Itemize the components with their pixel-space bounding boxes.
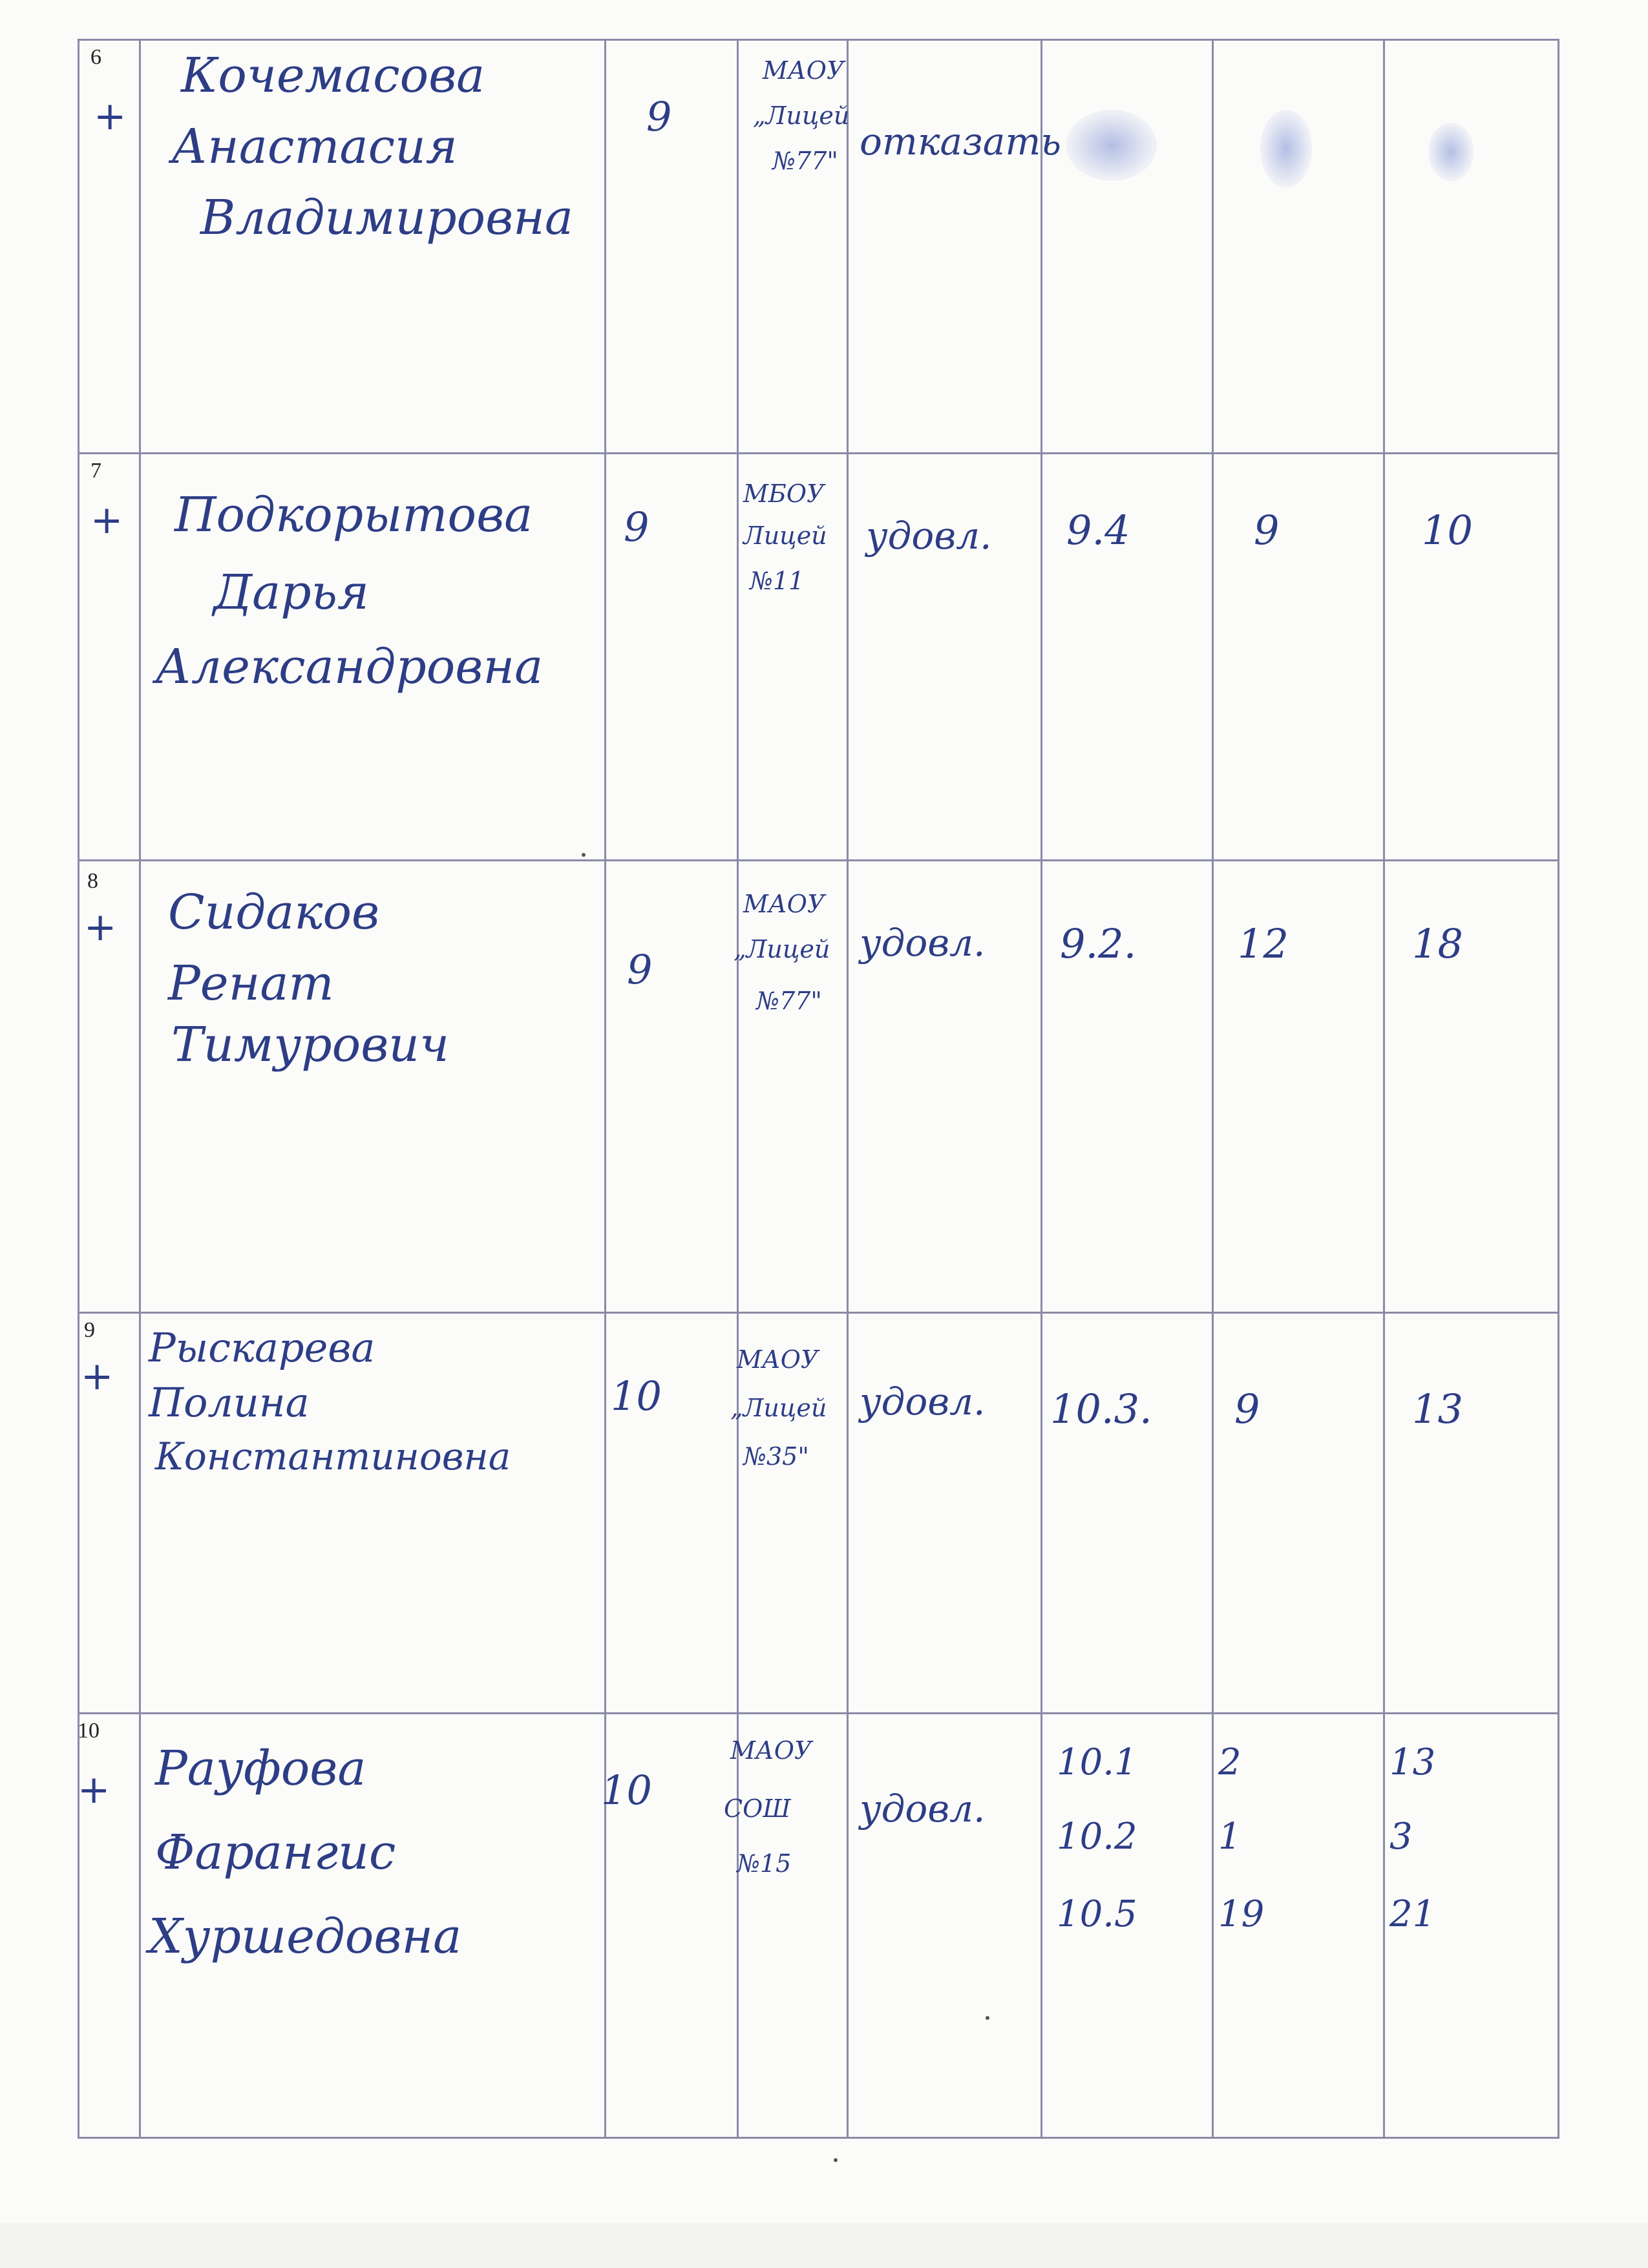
student-first-name: Полина	[149, 1379, 310, 1426]
page-bottom-edge	[0, 2223, 1648, 2268]
row-number: 10	[78, 1719, 100, 1743]
check-mark: +	[90, 498, 123, 543]
row-number: 6	[90, 45, 101, 69]
check-mark: +	[78, 1767, 111, 1812]
score-3: 10	[1422, 507, 1473, 554]
student-first-name: Фарангис	[155, 1825, 396, 1880]
decision: удовл.	[860, 921, 986, 965]
decision: удовл.	[860, 1380, 986, 1423]
row-number: 9	[84, 1318, 95, 1342]
school-line-2: СОШ	[724, 1794, 791, 1823]
student-last-name: Сидаков	[168, 885, 380, 940]
grade: 9	[627, 946, 653, 993]
smudged-score	[1066, 110, 1157, 181]
school-line-2: „Лицей	[730, 1394, 827, 1422]
score-2: 9	[1254, 507, 1280, 554]
school-line-1: МАОУ	[763, 56, 845, 85]
score-3: 3	[1389, 1816, 1413, 1858]
check-mark: +	[81, 1354, 114, 1399]
grade: 10	[601, 1767, 652, 1814]
score-1: 10.3.	[1050, 1385, 1152, 1433]
smudged-score	[1428, 123, 1474, 181]
student-patronymic: Тимурович	[171, 1017, 449, 1073]
score-2: 2	[1218, 1741, 1241, 1783]
school-line-2: „Лицей	[734, 935, 830, 963]
decision: удовл.	[860, 1787, 986, 1831]
school-line-1: МАОУ	[737, 1345, 819, 1374]
grade: 9	[624, 503, 650, 551]
check-mark: +	[84, 905, 117, 950]
decision: отказать	[860, 120, 1061, 163]
decision: удовл.	[866, 514, 992, 558]
school-line-2: „Лицей	[753, 101, 850, 130]
score-3: 13	[1389, 1741, 1436, 1783]
school-line-3: №77"	[756, 987, 822, 1015]
score-3: 18	[1412, 920, 1463, 967]
score-1: 9.2.	[1060, 920, 1137, 967]
score-3: 21	[1389, 1893, 1436, 1935]
school-line-3: №35"	[743, 1442, 809, 1471]
student-first-name: Дарья	[213, 565, 369, 620]
student-patronymic: Константиновна	[155, 1434, 511, 1478]
score-1: 10.1	[1057, 1741, 1137, 1783]
scan-speck	[834, 2158, 838, 2162]
score-3: 13	[1412, 1385, 1463, 1433]
scan-speck	[582, 853, 586, 857]
student-first-name: Анастасия	[171, 119, 458, 174]
school-line-1: МАОУ	[743, 890, 825, 918]
school-line-1: МБОУ	[743, 479, 825, 508]
student-last-name: Подкорытова	[174, 487, 533, 543]
row-number: 8	[87, 869, 98, 893]
student-last-name: Рыскарева	[149, 1324, 375, 1371]
student-patronymic: Александровна	[155, 639, 544, 695]
check-mark: +	[94, 94, 127, 139]
student-first-name: Ренат	[168, 956, 334, 1011]
row-number: 7	[90, 459, 101, 483]
score-2: 19	[1218, 1893, 1265, 1935]
student-last-name: Рауфова	[155, 1741, 366, 1796]
score-2: 12	[1238, 920, 1289, 967]
score-2: 9	[1234, 1385, 1260, 1433]
school-line-3: №11	[750, 567, 805, 595]
school-line-3: №77"	[772, 147, 838, 175]
grade: 10	[611, 1372, 662, 1420]
school-line-1: МАОУ	[730, 1736, 812, 1765]
student-patronymic: Хуршедовна	[149, 1909, 462, 1964]
score-2: 1	[1218, 1816, 1241, 1858]
student-patronymic: Владимировна	[200, 190, 574, 246]
school-line-3: №15	[737, 1849, 792, 1878]
school-line-2: Лицей	[743, 521, 827, 550]
score-1: 10.5	[1057, 1893, 1137, 1935]
scan-speck	[986, 2016, 989, 2020]
score-1: 10.2	[1057, 1816, 1137, 1858]
grade: 9	[646, 93, 672, 140]
score-1: 9.4	[1066, 507, 1130, 554]
student-last-name: Кочемасова	[181, 48, 485, 103]
smudged-score	[1260, 110, 1312, 187]
